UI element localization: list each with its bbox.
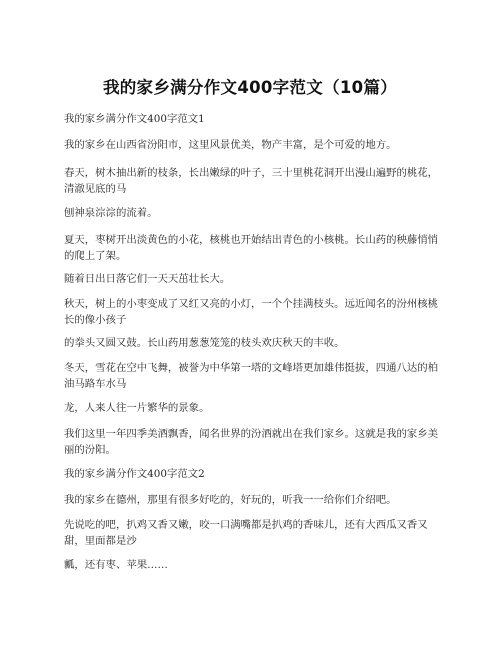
paragraph: 夏天，枣树开出淡黄色的小花，核桃也开始结出青色的小核桃。长山药的秧藤悄悄的爬上了架。 [64, 234, 439, 262]
paragraph: 先说吃的吧，扒鸡又香又嫩，咬一口满嘴都是扒鸡的香味儿，还有大西瓜又香又甜，里面都是沙 [64, 519, 428, 547]
paragraph: 春天，树木抽出新的枝条，长出嫩绿的叶子，三十里桃花洞开出漫山遍野的桃花，清澈见底的马 [64, 167, 439, 195]
paragraph: 随着日出日落它们一天天茁壮长大。 [64, 273, 231, 285]
document-title: 我的家乡满分作文400字范文（10篇） [102, 78, 398, 97]
paragraph: 龙，人来人往一片繁华的景象。 [64, 402, 210, 414]
paragraph: 秋天，树上的小枣变成了又红又亮的小灯，一个个挂满枝头。远近闻名的汾州核桃长的像小孩子 [64, 298, 439, 326]
section-heading-2: 我的家乡满分作文400字范文2 [64, 468, 205, 480]
paragraph: 的拳头又圆又鼓。长山药用葱葱笼笼的枝头欢庆秋天的丰收。 [64, 337, 345, 349]
paragraph: 我们这里一年四季美酒飘香，闻名世界的汾酒就出在我们家乡。这就是我的家乡美丽的汾阳。 [64, 428, 439, 456]
paragraph: 刨神泉淙淙的流着。 [64, 207, 158, 219]
section-heading-1: 我的家乡满分作文400字范文1 [64, 113, 205, 125]
paragraph: 我的家乡在山西省汾阳市，这里风景优美，物产丰富，是个可爱的地方。 [64, 139, 397, 151]
paragraph: 瓤，还有枣、苹果…… [64, 559, 168, 571]
paragraph: 冬天，雪花在空中飞舞，被誉为中华第一塔的文峰塔更加雄伟挺拔，四通八达的柏油马路车水马 [64, 362, 439, 390]
paragraph: 我的家乡在德州，那里有很多好吃的，好玩的，听我一一给你们介绍吧。 [64, 494, 397, 506]
